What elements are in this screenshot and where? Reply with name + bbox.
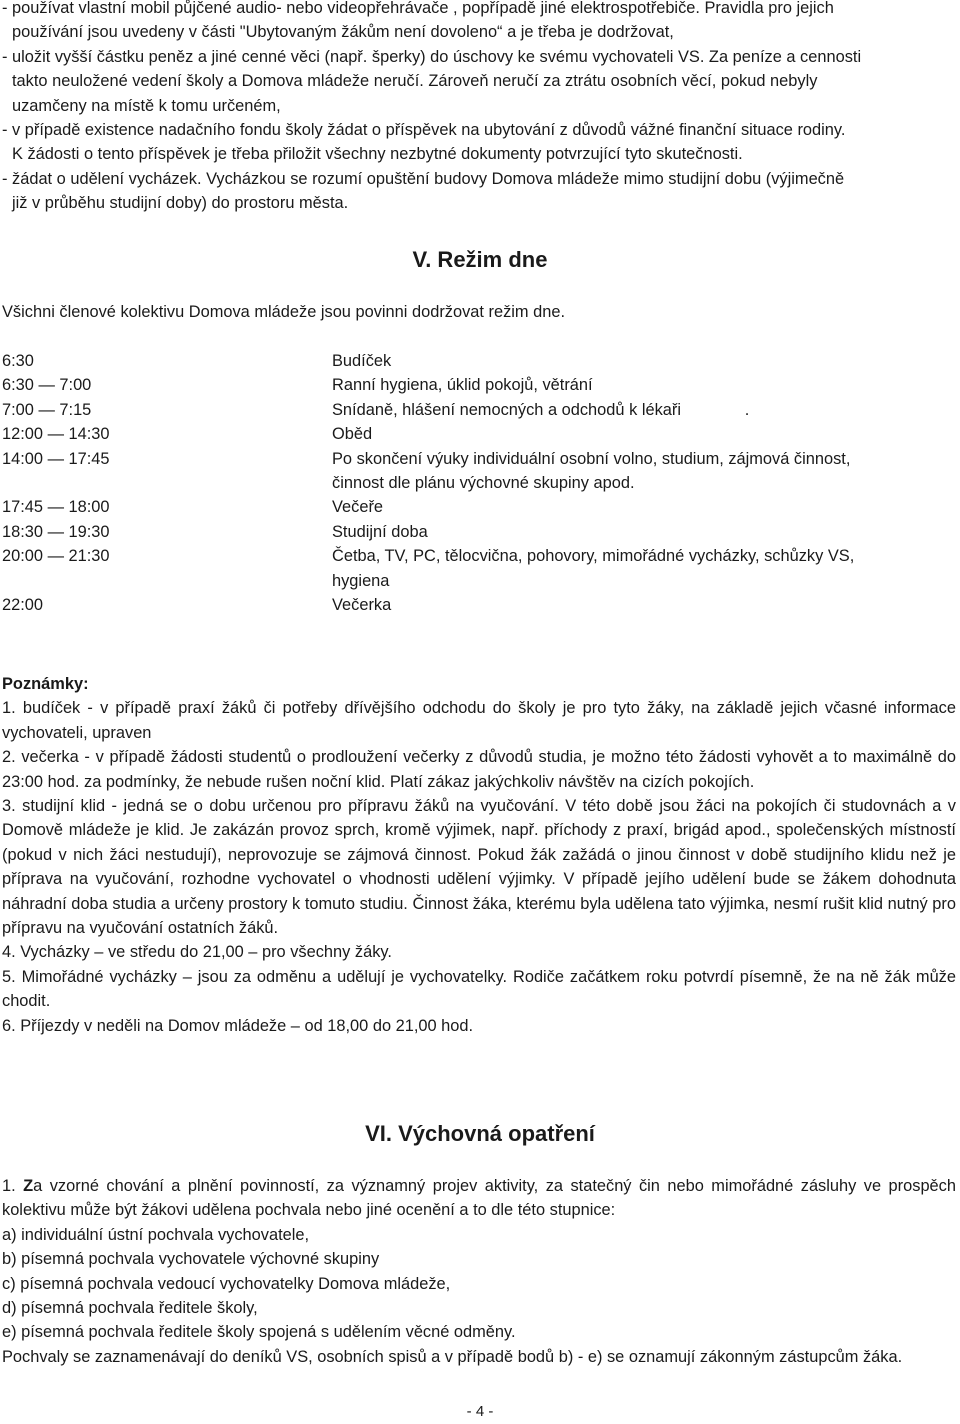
note-item: 5. Mimořádné vycházky – jsou za odměnu a udělují je vychovatelky. Rodiče začátkem roku potvrdí písemně, že na ně žák může chodit. bbox=[2, 967, 956, 1011]
section-heading-rezim-dne: V. Režim dne bbox=[412, 247, 548, 272]
intro-line: takto neuložené vedení školy a Domova mládeže neručí. Zároveň neručí za ztrátu osobních věcí, pokud nebyly bbox=[12, 72, 818, 91]
schedule-time: 18:30 — 19:30 bbox=[2, 522, 110, 541]
section6-paragraph: 1. Za vzorné chování a plnění povinností, za významný projev aktivity, za statečný čin nebo mimořádné zásluhy ve prospěch kolektivu může být žákovi udělena pochvala nebo jiné ocenění a to dle této stupnice: bbox=[2, 1177, 956, 1220]
schedule-time: 7:00 — 7:15 bbox=[2, 400, 92, 419]
schedule-activity: Večeře bbox=[332, 498, 384, 517]
schedule-activity: Četba, TV, PC, tělocvična, pohovory, mimořádné vycházky, schůzky VS, hygiena bbox=[332, 547, 855, 590]
section-heading-vychovna-opatreni: VI. Výchovná opatření bbox=[365, 1121, 595, 1146]
section6-closing: Pochvaly se zaznamenávají do deníků VS, osobních spisů a v případě bodů b) - e) se oznamují zákonným zástupcům žáka. bbox=[2, 1347, 903, 1366]
schedule-activity: Večerka bbox=[332, 596, 392, 615]
intro-line: - v případě existence nadačního fondu školy žádat o příspěvek na ubytování z důvodů vážné finanční situace rodiny. bbox=[2, 121, 846, 140]
schedule-row bbox=[0, 495, 960, 519]
schedule-activity: Studijní doba bbox=[332, 522, 428, 541]
page-number: - 4 - bbox=[466, 1403, 494, 1420]
schedule-row bbox=[0, 349, 960, 373]
schedule-row bbox=[0, 373, 960, 397]
schedule-time: 6:30 — 7:00 bbox=[2, 376, 92, 395]
note-item: 4. Vycházky – ve středu do 21,00 – pro všechny žáky. bbox=[2, 943, 392, 962]
schedule-row bbox=[0, 398, 960, 422]
intro-line: již v průběhu studijní doby) do prostoru města. bbox=[12, 194, 349, 213]
intro-block bbox=[0, 0, 960, 216]
schedule-time: 6:30 bbox=[2, 352, 34, 370]
schedule-row bbox=[0, 520, 960, 544]
schedule-activity: Po skončení výuky individuální osobní volno, studium, zájmová činnost, činnost dle plánu výchovné skupiny apod. bbox=[332, 449, 851, 493]
schedule-row bbox=[0, 422, 960, 446]
praise-item: c) písemná pochvala vedoucí vychovatelky Domova mládeže, bbox=[2, 1274, 451, 1293]
notes-title: Poznámky: bbox=[2, 675, 89, 693]
schedule-time: 12:00 — 14:30 bbox=[2, 425, 110, 444]
praise-item: b) písemná pochvala vychovatele výchovné skupiny bbox=[2, 1250, 380, 1269]
note-item: 1. budíček - v případě praxí žáků či potřeby dřívějšího odchodu do školy je pro tyto žáky, na základě jejich včasné informace vychovateli, upraven bbox=[2, 699, 956, 742]
schedule-activity: Budíček bbox=[332, 352, 392, 370]
intro-line: K žádosti o tento příspěvek je třeba přiložit všechny nezbytné dokumenty potvrzující tyto skutečnosti. bbox=[12, 145, 743, 164]
schedule-activity: Ranní hygiena, úklid pokojů, větrání bbox=[332, 376, 593, 395]
intro-line: - používat vlastní mobil půjčené audio- nebo videopřehrávače , popřípadě jiné elektrospotřebiče. Pravidla pro jejich bbox=[2, 0, 834, 17]
note-item: 3. studijní klid - jedná se o dobu určenou pro přípravu žáků na vyučování. V této době jsou žáci na pokojích či studovnách a v Domově mládeže je klid. Je zakázán provoz sprch, kromě výjimek, např. příchody z praxí, brigád apod., společenských místností (pokud v nich žáci nestudují), neprovozuje se zájmová činnost. Pokud žák zažádá o jinou činnost v době studijního klidu než je příprava na vyučování, rozhodne vychovatel o vhodnosti udělení výjimky. V případě jejího udělení bude se žákem dohodnuta náhradní doba studia a určeny prostory k tomuto studiu. Činnost žáka, kterému byla udělena tato výjimka, nesmí rušit klid nutný pro přípravu na vyučování ostatních žáků. bbox=[2, 797, 956, 938]
note-item: 6. Příjezdy v neděli na Domov mládeže – od 18,00 do 21,00 hod. bbox=[2, 1016, 474, 1035]
schedule-row bbox=[0, 544, 960, 593]
note-item: 2. večerka - v případě žádosti studentů o prodloužení večerky z důvodů studia, je možno této žádosti vyhovět a to maximálně do 23:00 hod. za podmínky, že nebude rušen noční klid. Platí zákaz jakýchkoliv návštěv na cizích pokojích. bbox=[2, 748, 956, 791]
praise-item: a) individuální ústní pochvala vychovatele, bbox=[2, 1225, 310, 1244]
schedule-activity: Snídaně, hlášení nemocných a odchodů k lékaři . bbox=[332, 400, 750, 419]
praise-item: d) písemná pochvala ředitele školy, bbox=[2, 1299, 258, 1318]
schedule-time: 20:00 — 21:30 bbox=[2, 547, 110, 566]
schedule-row bbox=[0, 593, 960, 617]
schedule-time: 14:00 — 17:45 bbox=[2, 449, 110, 468]
section-intro: Všichni členové kolektivu Domova mládeže jsou povinni dodržovat režim dne. bbox=[2, 303, 566, 321]
schedule-row bbox=[0, 447, 960, 496]
schedule-activity: Oběd bbox=[332, 425, 373, 444]
schedule-time: 17:45 — 18:00 bbox=[2, 498, 110, 517]
intro-line: uzamčeny na místě k tomu určeném, bbox=[12, 96, 281, 115]
section6-body bbox=[0, 1174, 960, 1369]
schedule-table bbox=[0, 349, 960, 617]
schedule-time: 22:00 bbox=[2, 596, 44, 615]
notes-block bbox=[0, 672, 960, 1038]
praise-item: e) písemná pochvala ředitele školy spojená s udělením věcné odměny. bbox=[2, 1323, 516, 1342]
intro-line: - žádat o udělení vycházek. Vycházkou se rozumí opuštění budovy Domova mládeže mimo studijní dobu (výjimečně bbox=[2, 169, 845, 188]
intro-line: - uložit vyšší částku peněz a jiné cenné věci (např. šperky) do úschovy ke svému vychovateli VS. Za peníze a cennosti bbox=[2, 47, 862, 66]
intro-line: používání jsou uvedeny v části "Ubytovaným žákům není dovoleno“ a je třeba je dodržovat, bbox=[12, 23, 674, 42]
